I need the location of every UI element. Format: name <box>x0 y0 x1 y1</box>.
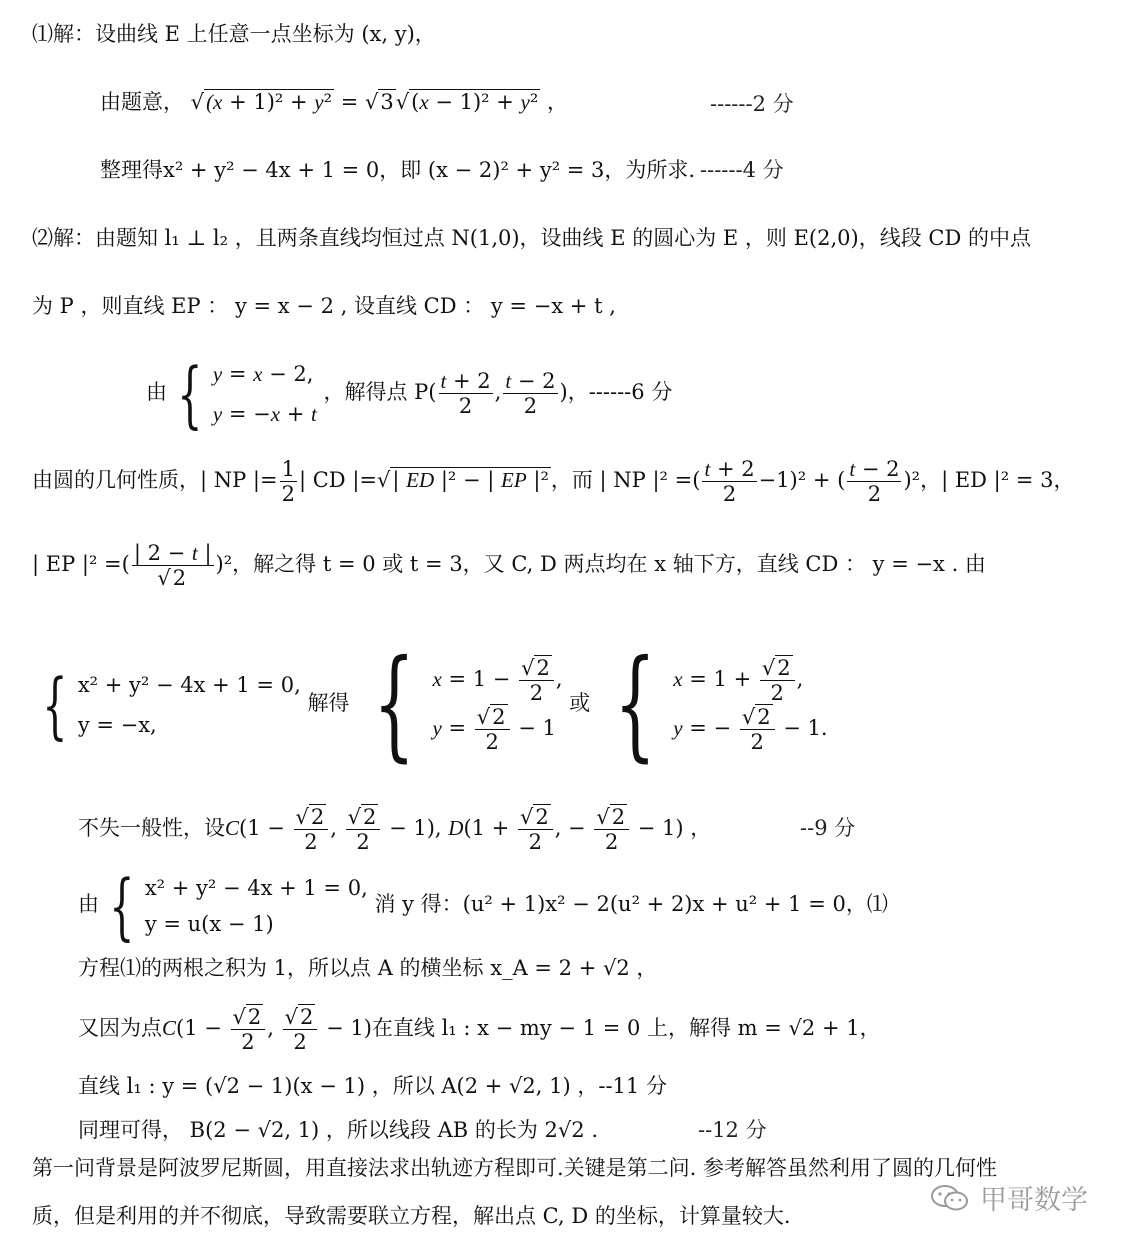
part2-geometry: 由圆的几何性质，| NP |= $\frac{1}{2}$ | CD |=√| ED |² − | EP |²，而 | NP |² =( $\frac{t + 2}{2}$ −1)² + ( $\frac{t - 2}{2}$ )²，| ED |² = 3， <box>32 457 1075 506</box>
part2-on-line: 又因为点C(1 − $\frac{√2}{2}$ , $\frac{√2}{2}$ − 1)在直线 l₁ : x − my − 1 = 0 上，解得 m = √2 + 1， <box>78 1005 881 1054</box>
watermark-text: 甲哥数学 <box>980 1185 1088 1216</box>
part2-system-p: 由 { y = x − 2, y = −x + t ，解得点 P( $\frac{t + 2}{2}$ , $\frac{t - 2}{2}$ )，------6 分 <box>146 351 673 436</box>
watermark <box>930 1178 1088 1217</box>
part1-step2-mark: ------4 分 <box>700 158 784 182</box>
part1-step2: 整理得x² + y² − 4x + 1 = 0，即 (x − 2)² + y² = 3，为所求. <box>100 158 696 182</box>
comment-line1: 第一问背景是阿波罗尼斯圆，用直接法求出轨迹方程即可.关键是第二问. 参考解答虽然利用了圆的几何性 <box>32 1156 998 1180</box>
part2-wlog: 不失一般性，设C(1 − $\frac{√2}{2}$ , $\frac{√2}{2}$ − 1), D(1 + $\frac{√2}{2}$ , − $\frac{√2}{2}$ − 1) ， <box>78 805 712 854</box>
part2-system-u: 由 { x² + y² − 4x + 1 = 0, y = u(x − 1) 消 y 得：(u² + 1)x² − 2(u² + 2)x + u² + 1 = 0，⑴ <box>78 863 888 948</box>
part1-intro: ⑴解：设曲线 E 上任意一点坐标为 (x, y)， <box>32 22 436 46</box>
wechat-icon <box>930 1183 970 1213</box>
part1-step1-mark: ------2 分 <box>710 92 794 116</box>
part2-wlog-mark: --9 分 <box>800 816 856 840</box>
part2-system-cd: { x² + y² − 4x + 1 = 0, y = −x, 解得 { x = 1 − $\frac{√2}{2}$ , y = $\frac{√2}{2}$ − 1 或 { x = 1 + $\frac{√2}{2}$ , y = − $\frac{√2}{2}$ − 1. <box>42 634 828 774</box>
part2-line1: ⑵解：由题知 l₁ ⊥ l₂ ，且两条直线均恒过点 N(1,0)，设曲线 E 的圆心为 E ，则 E(2,0)，线段 CD 的中点 <box>32 226 1031 250</box>
part1-step1: 由题意， √(x + 1)² + y² = √3√(x − 1)² + y² ， <box>100 90 568 114</box>
comment-line2: 质，但是利用的并不彻底，导致需要联立方程，解出点 C, D 的坐标，计算量较大. <box>32 1204 791 1228</box>
part2-product: 方程⑴的两根之积为 1，所以点 A 的横坐标 x_A = 2 + √2 ， <box>78 956 658 980</box>
part2-line-l1: 直线 l₁ : y = (√2 − 1)(x − 1) ，所以 A(2 + √2, 1) ，--11 分 <box>78 1074 667 1098</box>
part2-line2: 为 P ，则直线 EP ： y = x − 2 , 设直线 CD ： y = −x + t , <box>32 294 616 318</box>
part2-same: 同理可得， B(2 − √2, 1) ，所以线段 AB 的长为 2√2 . <box>78 1118 599 1142</box>
part2-ep: | EP |² =( $\frac{| 2 - t |}{√2}$ )²，解之得 t = 0 或 t = 3，又 C, D 两点均在 x 轴下方，直线 CD ： y = −x . 由 <box>32 541 986 590</box>
part2-same-mark: --12 分 <box>698 1118 767 1142</box>
